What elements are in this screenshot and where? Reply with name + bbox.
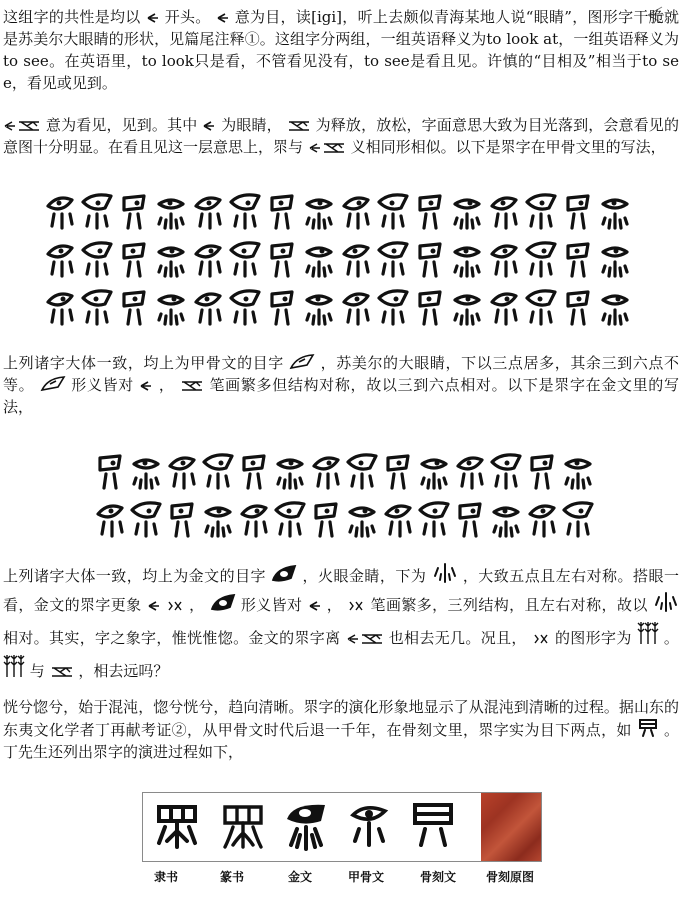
p2-text-a: 意为看见，见到。其中 bbox=[45, 116, 198, 134]
bronze-five-dots-glyph bbox=[432, 562, 458, 584]
bronze-script-form bbox=[494, 508, 518, 536]
oracle-bone-form bbox=[196, 246, 220, 276]
p4-text-d: ， bbox=[189, 596, 205, 614]
oracle-bone-form bbox=[492, 246, 516, 276]
oracle-bone-form bbox=[272, 196, 292, 228]
evolution-clerical-glyph bbox=[159, 807, 195, 847]
caption-seal: 篆书 bbox=[220, 870, 245, 884]
evolution-bone-carving-glyph bbox=[415, 805, 451, 845]
p3-text-d: ， bbox=[158, 376, 175, 394]
sumerian-eye-glyph bbox=[289, 353, 315, 371]
cuneiform-igi-du8-glyph bbox=[3, 119, 41, 133]
p3-text-e: 笔画繁多但结构对称，故以三到六点相对。以下是眔字在金文里的写法， bbox=[3, 376, 679, 416]
p4-text-f: ， bbox=[326, 596, 343, 614]
oracle-bone-form bbox=[568, 244, 588, 276]
p4-text-k: 。 bbox=[663, 629, 679, 647]
bronze-script-form bbox=[492, 455, 520, 488]
cuneiform-igi-glyph bbox=[146, 11, 160, 25]
bronze-script-form bbox=[132, 503, 160, 536]
cuneiform-du8-glyph bbox=[180, 379, 204, 393]
paragraph-1 bbox=[3, 6, 679, 94]
p4-text-j: 的图形字为 bbox=[554, 629, 632, 647]
bone-carving-original-photo bbox=[481, 793, 541, 861]
cuneiform-lal-glyph bbox=[532, 632, 550, 646]
pictograph-wheat-glyph bbox=[3, 653, 25, 679]
p4-text-l: 与 bbox=[29, 662, 45, 680]
oracle-bone-form bbox=[455, 200, 479, 228]
p4-text-b: ，火眼金睛，下为 bbox=[302, 567, 427, 585]
oracle-bone-form bbox=[159, 296, 183, 324]
p1-text-a: 这组字的共性是均以 bbox=[3, 8, 141, 26]
bronze-script-form bbox=[530, 506, 554, 536]
pictograph-wheat-glyph bbox=[637, 620, 659, 646]
bronze-script-form bbox=[348, 455, 376, 488]
evolution-bronze-glyph bbox=[287, 805, 325, 849]
oracle-bone-form bbox=[83, 291, 111, 324]
oracle-bone-form bbox=[379, 195, 407, 228]
oracle-bone-form bbox=[124, 292, 144, 324]
p4-text-i: 也相去无几。况且， bbox=[388, 629, 527, 647]
p4-text-c: ，大致五点且左右对称。搭眼一看，金文的眔字更象 bbox=[3, 567, 679, 614]
oracle-bone-form bbox=[527, 195, 555, 228]
cuneiform-igi-glyph bbox=[202, 119, 216, 133]
p4-text-a: 上列诸字大体一致，均上为金文的目字 bbox=[3, 567, 267, 585]
p3-text-c: 形义皆对 bbox=[71, 376, 134, 394]
oracle-bone-form bbox=[527, 243, 555, 276]
bronze-script-form bbox=[422, 460, 446, 488]
oracle-bone-form bbox=[307, 296, 331, 324]
oracle-bone-form bbox=[196, 294, 220, 324]
bronze-script-form bbox=[242, 506, 266, 536]
oracle-bone-form bbox=[272, 244, 292, 276]
oracle-bone-forms-figure bbox=[40, 188, 650, 338]
oracle-bone-form bbox=[196, 198, 220, 228]
bronze-eye-glyph bbox=[271, 564, 297, 584]
bronze-script-forms-figure bbox=[92, 448, 602, 544]
p4-text-g: 笔画繁多，三列结构，且左右对称，故以 bbox=[370, 596, 648, 614]
paragraph-5 bbox=[3, 696, 679, 763]
oracle-bone-form bbox=[568, 292, 588, 324]
paragraph-2 bbox=[3, 114, 679, 158]
p1-text-c: 意为目，读[igi]，听上去颇似青海某地人说“眼睛”，图形字干脆就是苏美尔大眼睛的形状，见篇尾注释①。这组字分两组，一组英语释义为to look at，一组英语释义为to see。在英语里，to look只是看，不管看见没有，to see是看且见。许慎的“目相及”相当于to see，看见或见到。 bbox=[3, 8, 679, 92]
bronze-script-form bbox=[316, 504, 336, 536]
bronze-script-form bbox=[100, 456, 120, 488]
caption-bronze: 金文 bbox=[288, 870, 313, 884]
bronze-five-dots-glyph bbox=[653, 591, 679, 613]
oracle-bone-form bbox=[48, 294, 72, 324]
oracle-bone-form bbox=[344, 198, 368, 228]
oracle-bone-form bbox=[420, 196, 440, 228]
oracle-bone-form bbox=[231, 195, 259, 228]
oracle-bone-form bbox=[83, 243, 111, 276]
bronze-script-form bbox=[276, 503, 304, 536]
p4-text-h: 相对。其实，字之象字，惟恍惟惚。金文的眔字离 bbox=[3, 629, 341, 647]
bronze-eye-glyph bbox=[210, 593, 236, 613]
oracle-bone-form bbox=[48, 246, 72, 276]
cuneiform-lal-glyph bbox=[166, 599, 184, 613]
bronze-script-form bbox=[206, 508, 230, 536]
character-evolution-figure bbox=[142, 792, 542, 862]
cuneiform-igi-glyph bbox=[147, 599, 161, 613]
oracle-bone-form bbox=[492, 198, 516, 228]
oracle-bone-form bbox=[455, 296, 479, 324]
bronze-script-form bbox=[170, 458, 194, 488]
bronze-script-form bbox=[388, 456, 408, 488]
oracle-bone-form bbox=[344, 294, 368, 324]
bronze-script-form bbox=[564, 503, 592, 536]
oracle-bone-form bbox=[272, 292, 292, 324]
oracle-bone-form bbox=[48, 198, 72, 228]
bronze-script-form bbox=[458, 458, 482, 488]
paragraph-4 bbox=[3, 562, 679, 686]
oracle-bone-form bbox=[307, 200, 331, 228]
p2-text-b: 为眼睛， bbox=[221, 116, 282, 134]
oracle-bone-form bbox=[231, 243, 259, 276]
caption-bone-carving-photo: 骨刻原图 bbox=[486, 870, 535, 884]
oracle-bone-form bbox=[420, 292, 440, 324]
oracle-bone-form bbox=[379, 291, 407, 324]
p3-text-b: ，苏美尔的大眼睛，下以三点居多，其余三到六点不等。 bbox=[3, 354, 679, 394]
cuneiform-du8-glyph bbox=[287, 119, 311, 133]
bone-carving-eye-glyph bbox=[637, 718, 659, 738]
bronze-script-form bbox=[98, 506, 122, 536]
p4-text-m: ，相去远吗？ bbox=[78, 662, 169, 680]
oracle-bone-form bbox=[492, 294, 516, 324]
p5-text-b: 。丁先生还列出眔字的演进过程如下， bbox=[3, 721, 679, 761]
evolution-oracle-glyph bbox=[353, 808, 385, 845]
oracle-bone-form bbox=[379, 243, 407, 276]
oracle-bone-form bbox=[159, 200, 183, 228]
paragraph-3 bbox=[3, 352, 679, 418]
bronze-script-form bbox=[314, 458, 338, 488]
caption-clerical: 隶书 bbox=[154, 870, 179, 884]
p2-text-c: 为释放，放松，字面意思大致为目光落到，会意看见的意图十分明显。在看且见这一层意思上，眔与 bbox=[3, 116, 679, 156]
bronze-script-form bbox=[204, 455, 232, 488]
p3-text-a: 上列诸字大体一致，均上为甲骨文的目字 bbox=[3, 354, 284, 372]
caption-bone-carving: 骨刻文 bbox=[420, 870, 457, 884]
bronze-script-form bbox=[460, 504, 480, 536]
cuneiform-du8-glyph bbox=[50, 665, 74, 679]
oracle-bone-form bbox=[603, 296, 627, 324]
oracle-bone-form bbox=[159, 248, 183, 276]
bronze-script-form bbox=[420, 503, 448, 536]
caption-oracle: 甲骨文 bbox=[348, 870, 385, 884]
oracle-bone-form bbox=[568, 196, 588, 228]
bronze-script-form bbox=[172, 504, 192, 536]
oracle-bone-form bbox=[420, 244, 440, 276]
evolution-seal-glyph bbox=[225, 807, 261, 847]
oracle-bone-form bbox=[603, 248, 627, 276]
oracle-bone-form bbox=[344, 246, 368, 276]
p4-text-e: 形义皆对 bbox=[240, 596, 303, 614]
bronze-script-form bbox=[532, 456, 552, 488]
cuneiform-igi-glyph bbox=[308, 599, 322, 613]
oracle-bone-form bbox=[83, 195, 111, 228]
bronze-script-form bbox=[386, 506, 410, 536]
oracle-bone-form bbox=[455, 248, 479, 276]
oracle-bone-form bbox=[124, 244, 144, 276]
cuneiform-igi-glyph bbox=[139, 379, 153, 393]
oracle-bone-form bbox=[231, 291, 259, 324]
oracle-bone-form bbox=[124, 196, 144, 228]
sumerian-eye-glyph bbox=[40, 375, 66, 393]
bronze-script-form bbox=[278, 460, 302, 488]
oracle-bone-form bbox=[527, 291, 555, 324]
oracle-bone-form bbox=[603, 200, 627, 228]
bronze-script-form bbox=[566, 460, 590, 488]
cuneiform-igi-du8-glyph bbox=[308, 141, 346, 155]
p5-text-a: 恍兮惚兮，始于混沌，惚兮恍兮，趋向清晰。眔字的演化形象地显示了从混沌到清晰的过程。据山东的东夷文化学者丁再献考证②，从甲骨文时代后退一千年，在骨刻文里，眔字实为目下两点，如 bbox=[3, 698, 679, 739]
bronze-script-form bbox=[350, 508, 374, 536]
cuneiform-igi-du8-glyph bbox=[346, 632, 384, 646]
cuneiform-igi-glyph bbox=[216, 11, 230, 25]
cuneiform-lal-glyph bbox=[347, 599, 365, 613]
bronze-script-form bbox=[134, 460, 158, 488]
p1-text-b: 开头。 bbox=[164, 8, 211, 26]
oracle-bone-form bbox=[307, 248, 331, 276]
p2-text-d: 义相同形相似。以下是眔字在甲骨文里的写法， bbox=[350, 138, 666, 156]
bronze-script-form bbox=[244, 456, 264, 488]
